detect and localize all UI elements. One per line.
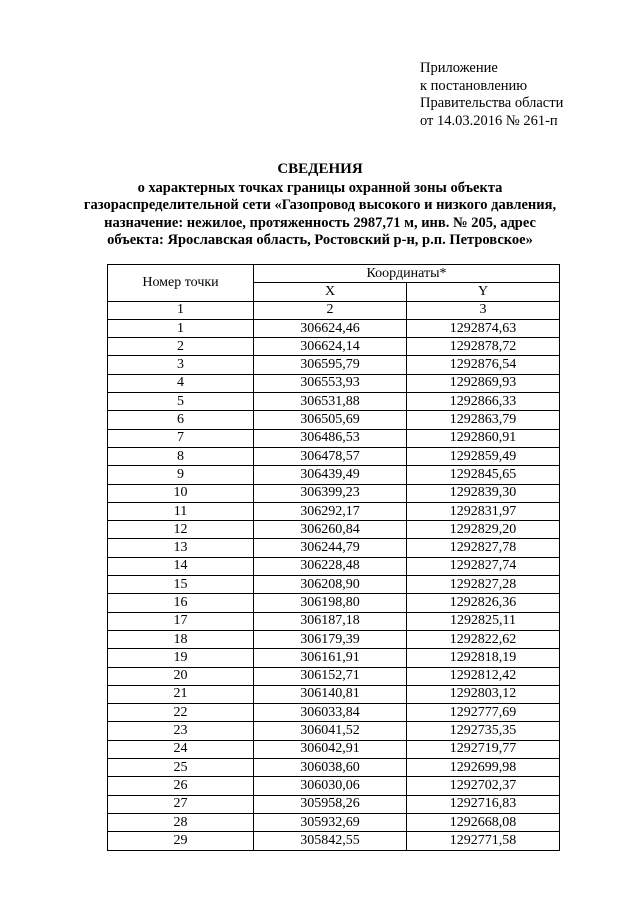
- x-coordinate-cell: 306161,91: [254, 649, 407, 667]
- header-y: Y: [407, 283, 560, 301]
- table-row: [108, 539, 560, 557]
- table-row: [108, 411, 560, 429]
- table-row: [108, 374, 560, 392]
- column-number: 2: [254, 301, 407, 319]
- y-coordinate-cell: 1292829,20: [407, 521, 560, 539]
- x-coordinate-cell: 306505,69: [254, 411, 407, 429]
- point-number-cell: 5: [108, 393, 254, 411]
- point-number-cell: 11: [108, 502, 254, 520]
- document-title: [80, 161, 560, 250]
- y-coordinate-cell: 1292869,93: [407, 374, 560, 392]
- point-number-cell: 1: [108, 319, 254, 337]
- x-coordinate-cell: 306140,81: [254, 685, 407, 703]
- point-number-cell: 2: [108, 338, 254, 356]
- point-number-cell: 9: [108, 466, 254, 484]
- x-coordinate-cell: 306042,91: [254, 740, 407, 758]
- point-number-cell: 27: [108, 795, 254, 813]
- point-number-cell: 26: [108, 777, 254, 795]
- y-coordinate-cell: 1292822,62: [407, 630, 560, 648]
- point-number-cell: 18: [108, 630, 254, 648]
- y-coordinate-cell: 1292827,78: [407, 539, 560, 557]
- table-row: [108, 777, 560, 795]
- table-row: [108, 356, 560, 374]
- point-number-cell: 4: [108, 374, 254, 392]
- y-coordinate-cell: 1292839,30: [407, 484, 560, 502]
- table-row: [108, 576, 560, 594]
- table-row: [108, 722, 560, 740]
- table-row: [108, 557, 560, 575]
- point-number-cell: 7: [108, 429, 254, 447]
- appendix-line: к постановлению: [420, 77, 528, 94]
- y-coordinate-cell: 1292866,33: [407, 393, 560, 411]
- x-coordinate-cell: 305958,26: [254, 795, 407, 813]
- point-number-cell: 20: [108, 667, 254, 685]
- point-number-cell: 13: [108, 539, 254, 557]
- table-row: [108, 740, 560, 758]
- x-coordinate-cell: 306486,53: [254, 429, 407, 447]
- y-coordinate-cell: 1292876,54: [407, 356, 560, 374]
- point-number-cell: 6: [108, 411, 254, 429]
- point-number-cell: 12: [108, 521, 254, 539]
- y-coordinate-cell: 1292878,72: [407, 338, 560, 356]
- point-number-cell: 28: [108, 813, 254, 831]
- point-number-cell: 23: [108, 722, 254, 740]
- x-coordinate-cell: 306260,84: [254, 521, 407, 539]
- appendix-block: [420, 60, 563, 130]
- y-coordinate-cell: 1292874,63: [407, 319, 560, 337]
- y-coordinate-cell: 1292803,12: [407, 685, 560, 703]
- table-row: [108, 649, 560, 667]
- point-number-cell: 16: [108, 594, 254, 612]
- y-coordinate-cell: 1292860,91: [407, 429, 560, 447]
- table-row: [108, 429, 560, 447]
- point-number-cell: 17: [108, 612, 254, 630]
- x-coordinate-cell: 306030,06: [254, 777, 407, 795]
- appendix-line: от 14.03.2016 № 261-п: [420, 112, 558, 129]
- point-number-cell: 25: [108, 759, 254, 777]
- point-number-cell: 22: [108, 704, 254, 722]
- y-coordinate-cell: 1292863,79: [407, 411, 560, 429]
- x-coordinate-cell: 306187,18: [254, 612, 407, 630]
- y-coordinate-cell: 1292827,28: [407, 576, 560, 594]
- x-coordinate-cell: 306033,84: [254, 704, 407, 722]
- x-coordinate-cell: 306228,48: [254, 557, 407, 575]
- x-coordinate-cell: 306624,14: [254, 338, 407, 356]
- point-number-cell: 19: [108, 649, 254, 667]
- table-row: [108, 759, 560, 777]
- table-row: [108, 685, 560, 703]
- title-line: назначение: нежилое, протяженность 2987,71 м, инв. № 205, адрес: [104, 214, 536, 231]
- header-x: X: [254, 283, 407, 301]
- y-coordinate-cell: 1292777,69: [407, 704, 560, 722]
- x-coordinate-cell: 305842,55: [254, 832, 407, 850]
- point-number-cell: 8: [108, 447, 254, 465]
- table-row: [108, 832, 560, 850]
- header-coordinates: Координаты*: [254, 265, 560, 283]
- point-number-cell: 3: [108, 356, 254, 374]
- column-number: 1: [108, 301, 254, 319]
- y-coordinate-cell: 1292668,08: [407, 813, 560, 831]
- point-number-cell: 29: [108, 832, 254, 850]
- table-row: [108, 594, 560, 612]
- table-row: [108, 813, 560, 831]
- point-number-cell: 24: [108, 740, 254, 758]
- table-row: [108, 612, 560, 630]
- title-line: газораспределительной сети «Газопровод высокого и низкого давления,: [83, 197, 557, 213]
- appendix-line: Приложение: [420, 60, 498, 76]
- x-coordinate-cell: 306038,60: [254, 759, 407, 777]
- x-coordinate-cell: 305932,69: [254, 813, 407, 831]
- y-coordinate-cell: 1292845,65: [407, 466, 560, 484]
- column-number: 3: [407, 301, 560, 319]
- x-coordinate-cell: 306478,57: [254, 447, 407, 465]
- x-coordinate-cell: 306041,52: [254, 722, 407, 740]
- y-coordinate-cell: 1292825,11: [407, 612, 560, 630]
- y-coordinate-cell: 1292735,35: [407, 722, 560, 740]
- header-point-number: Номер точки: [108, 265, 254, 302]
- x-coordinate-cell: 306399,23: [254, 484, 407, 502]
- table-row: [108, 393, 560, 411]
- table-row: [108, 338, 560, 356]
- y-coordinate-cell: 1292812,42: [407, 667, 560, 685]
- y-coordinate-cell: 1292831,97: [407, 502, 560, 520]
- table-row: [108, 704, 560, 722]
- x-coordinate-cell: 306198,80: [254, 594, 407, 612]
- y-coordinate-cell: 1292719,77: [407, 740, 560, 758]
- x-coordinate-cell: 306531,88: [254, 393, 407, 411]
- y-coordinate-cell: 1292818,19: [407, 649, 560, 667]
- y-coordinate-cell: 1292826,36: [407, 594, 560, 612]
- x-coordinate-cell: 306244,79: [254, 539, 407, 557]
- point-number-cell: 21: [108, 685, 254, 703]
- y-coordinate-cell: 1292771,58: [407, 832, 560, 850]
- table-row: [108, 447, 560, 465]
- title-line: объекта: Ярославская область, Ростовский р-н, р.п. Петровское»: [107, 232, 533, 248]
- table-row: [108, 630, 560, 648]
- point-number-cell: 14: [108, 557, 254, 575]
- appendix-line: Правительства области: [420, 95, 564, 111]
- table-row: [108, 521, 560, 539]
- x-coordinate-cell: 306292,17: [254, 502, 407, 520]
- x-coordinate-cell: 306624,46: [254, 319, 407, 337]
- table-row: [108, 319, 560, 337]
- table-row: [108, 484, 560, 502]
- title-line: о характерных точках границы охранной зоны объекта: [137, 179, 503, 196]
- x-coordinate-cell: 306595,79: [254, 356, 407, 374]
- point-number-cell: 15: [108, 576, 254, 594]
- y-coordinate-cell: 1292827,74: [407, 557, 560, 575]
- coordinates-table: [107, 264, 560, 851]
- table-body: [108, 319, 560, 850]
- x-coordinate-cell: 306439,49: [254, 466, 407, 484]
- table-row: [108, 466, 560, 484]
- table-header: [108, 265, 560, 320]
- y-coordinate-cell: 1292859,49: [407, 447, 560, 465]
- x-coordinate-cell: 306208,90: [254, 576, 407, 594]
- table-row: [108, 502, 560, 520]
- y-coordinate-cell: 1292699,98: [407, 759, 560, 777]
- title-heading: СВЕДЕНИЯ: [277, 161, 363, 177]
- x-coordinate-cell: 306179,39: [254, 630, 407, 648]
- point-number-cell: 10: [108, 484, 254, 502]
- table-row: [108, 795, 560, 813]
- x-coordinate-cell: 306553,93: [254, 374, 407, 392]
- y-coordinate-cell: 1292702,37: [407, 777, 560, 795]
- y-coordinate-cell: 1292716,83: [407, 795, 560, 813]
- table-row: [108, 667, 560, 685]
- x-coordinate-cell: 306152,71: [254, 667, 407, 685]
